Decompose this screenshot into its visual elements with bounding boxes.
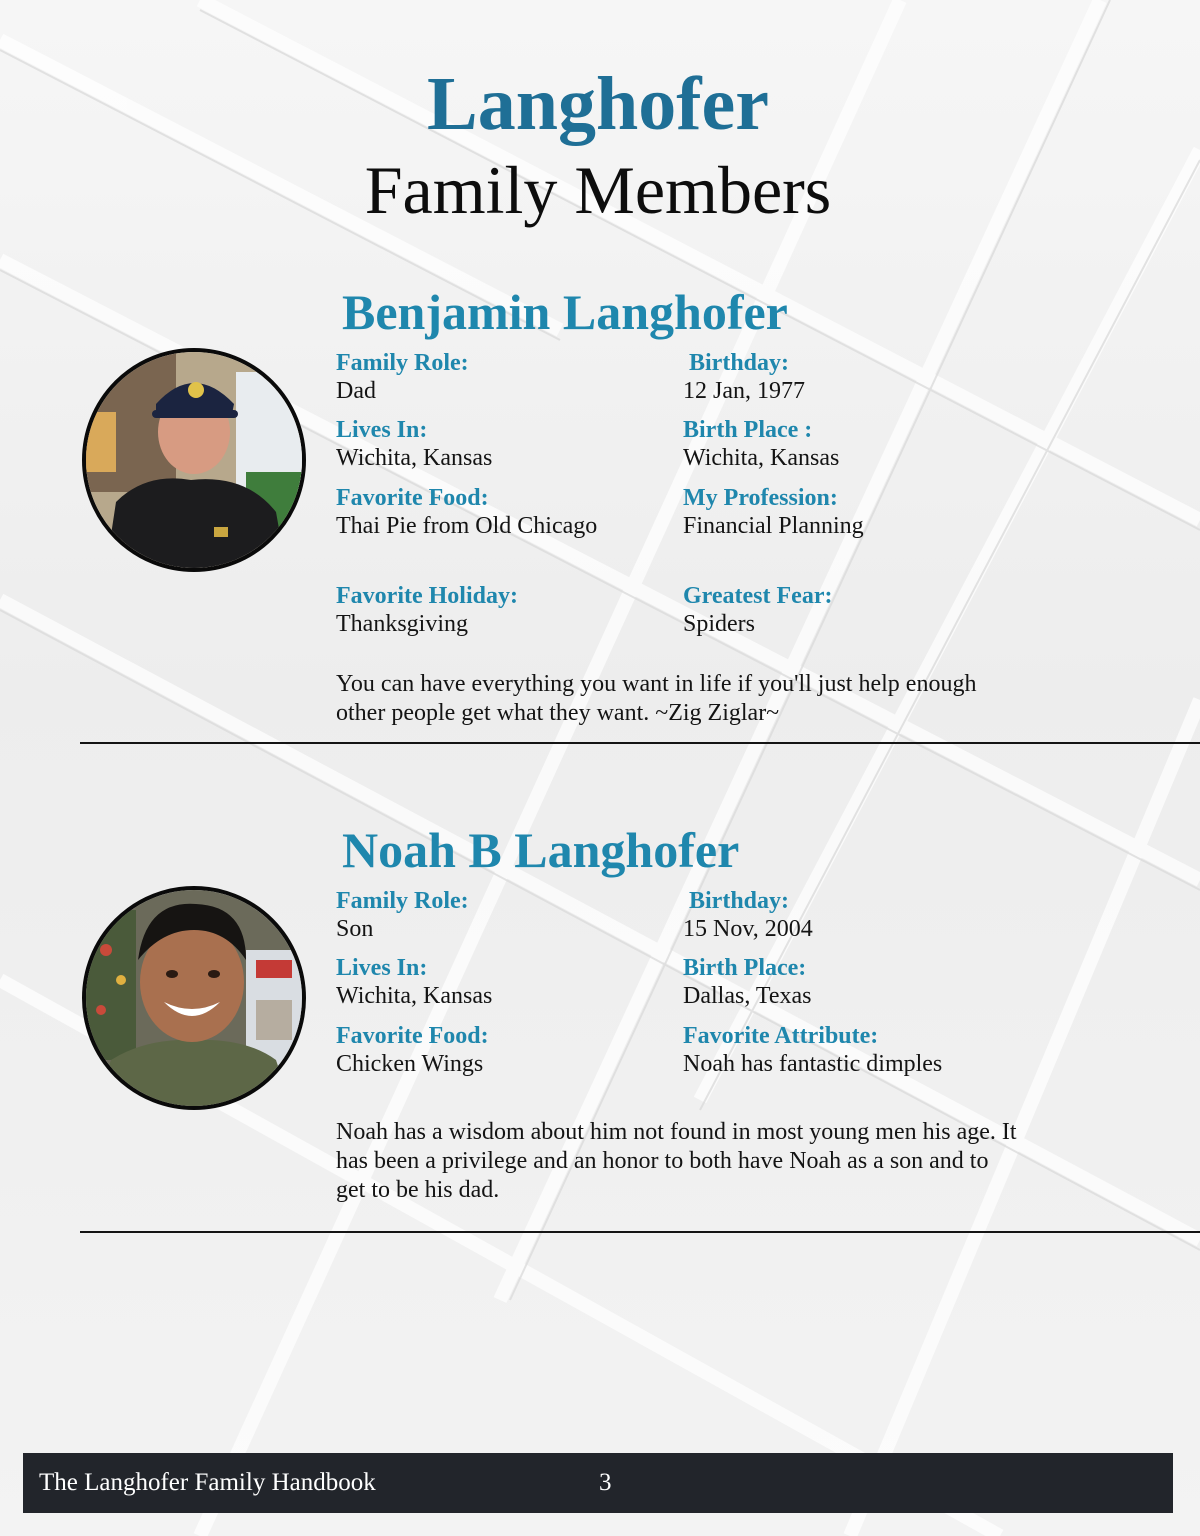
field-value: Wichita, Kansas (336, 445, 493, 471)
field-family-role (336, 349, 469, 405)
field-label: Family Role: (336, 888, 469, 914)
field-birthday (683, 887, 813, 943)
page-number: 3 (599, 1469, 612, 1496)
section-divider (80, 742, 1200, 744)
footer-title: The Langhofer Family Handbook (39, 1469, 376, 1496)
member-photo-noah (82, 886, 306, 1110)
field-label: Lives In: (336, 955, 428, 981)
man-with-cap-photo-icon (86, 352, 302, 568)
member-name-benjamin: Benjamin Langhofer (342, 284, 788, 340)
field-favorite-holiday (336, 582, 518, 638)
field-label: Family Role: (336, 350, 469, 376)
field-value: Chicken Wings (336, 1051, 484, 1077)
quote-line: other people get what they want. ~Zig Ziglar~ (336, 700, 780, 726)
field-favorite-attribute (683, 1022, 942, 1078)
field-label: My Profession: (683, 485, 838, 511)
member-photo-benjamin (82, 348, 306, 572)
field-value: Wichita, Kansas (336, 983, 493, 1009)
field-value: Financial Planning (683, 513, 864, 539)
section-divider (80, 1231, 1200, 1233)
field-birth-place (683, 416, 839, 472)
field-value: 12 Jan, 1977 (683, 378, 805, 404)
quote-line: Noah has a wisdom about him not found in most young men his age. It (336, 1119, 1017, 1145)
field-label: Lives In: (336, 417, 428, 443)
field-label: Favorite Holiday: (336, 583, 518, 609)
field-label: Favorite Food: (336, 485, 489, 511)
field-label: Favorite Food: (336, 1023, 489, 1049)
field-lives-in (336, 416, 492, 472)
quote-line: You can have everything you want in life if you'll just help enough (336, 671, 977, 697)
field-value: Son (336, 916, 374, 942)
field-value: Thai Pie from Old Chicago (336, 513, 598, 539)
quote-line: get to be his dad. (336, 1177, 500, 1203)
field-profession (683, 484, 864, 540)
field-favorite-food (336, 1022, 489, 1078)
field-value: Thanksgiving (336, 611, 468, 637)
page-footer (23, 1453, 1173, 1513)
field-value: Wichita, Kansas (683, 445, 840, 471)
page-subtitle: Family Members (364, 152, 832, 228)
field-lives-in (336, 954, 492, 1010)
field-greatest-fear (683, 582, 832, 638)
field-favorite-food (336, 484, 597, 540)
field-value: Dallas, Texas (683, 983, 812, 1009)
smiling-young-man-photo-icon (86, 890, 302, 1106)
field-birth-place (683, 954, 812, 1010)
field-birthday (683, 349, 805, 405)
member-name-noah: Noah B Langhofer (342, 822, 740, 878)
field-value: 15 Nov, 2004 (683, 916, 813, 942)
quote-line: has been a privilege and an honor to both have Noah as a son and to (336, 1148, 989, 1174)
field-label: Birthday: (689, 888, 790, 914)
member-quote-benjamin (336, 670, 976, 728)
field-label: Birth Place: (683, 955, 807, 981)
member-quote-noah (336, 1118, 1017, 1205)
field-label: Favorite Attribute: (683, 1023, 879, 1049)
page-title-family-name: Langhofer (427, 62, 769, 146)
field-family-role (336, 887, 469, 943)
field-label: Greatest Fear: (683, 583, 833, 609)
field-label: Birth Place : (683, 417, 813, 443)
field-value: Spiders (683, 611, 755, 637)
field-label: Birthday: (689, 350, 790, 376)
field-value: Noah has fantastic dimples (683, 1051, 943, 1077)
field-value: Dad (336, 378, 376, 404)
